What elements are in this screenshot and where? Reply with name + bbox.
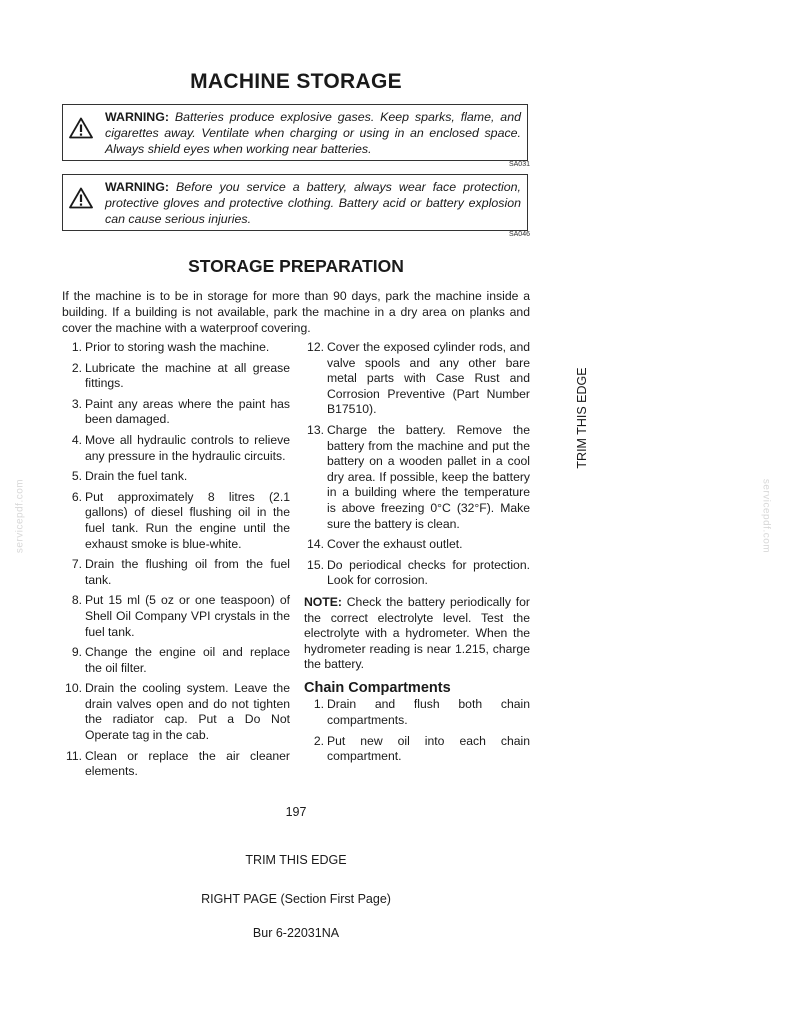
- list-item: [62, 433, 290, 464]
- item-text: Paint any areas where the paint has been damaged.: [85, 396, 290, 427]
- warning-text: [105, 109, 521, 157]
- item-text: Cover the exposed cylinder rods, and valve spools and any other bare metal parts with Case Rust and Corrosion Preventive (Part Number B17510).: [327, 340, 530, 417]
- list-item: [62, 340, 290, 356]
- note-text: Check the battery periodically for the correct electrolyte level. Test the electrolyte with a hydrometer. When the hydrometer reading is near 1.215, charge the battery.: [304, 594, 530, 672]
- item-number: 1.: [71, 340, 82, 354]
- item-text: Drain the cooling system. Leave the drain valves open and do not tighten the radiator cap. Put a Do Not Operate tag in the cab.: [85, 681, 290, 743]
- list-item: [62, 469, 290, 485]
- steps-column-right: [304, 340, 530, 770]
- item-text: Lubricate the machine at all grease fittings.: [85, 360, 290, 391]
- list-item: [62, 490, 290, 552]
- item-number: 2.: [71, 360, 82, 375]
- item-text: Prior to storing wash the machine.: [85, 340, 270, 354]
- list-item: [304, 697, 530, 728]
- warning-text: [105, 179, 521, 227]
- item-number: 1.: [313, 697, 324, 712]
- page-type-label: RIGHT PAGE (Section First Page): [201, 892, 391, 906]
- item-text: Do periodical checks for protection. Look for corrosion.: [327, 557, 530, 588]
- warning-label: WARNING:: [105, 110, 170, 124]
- item-text: Drain the fuel tank.: [85, 469, 188, 484]
- watermark-left: servicepdf.com: [14, 478, 26, 554]
- trim-edge-label-side: TRIM THIS EDGE: [575, 367, 589, 469]
- list-item: [304, 423, 530, 532]
- list-item: [62, 361, 290, 392]
- warning-box-battery-service: [62, 174, 528, 231]
- list-item: [62, 645, 290, 676]
- list-item: [62, 557, 290, 588]
- item-number: 2.: [313, 733, 324, 748]
- page-title: MACHINE STORAGE: [190, 70, 402, 93]
- item-number: 5.: [71, 469, 82, 484]
- steps-column-left: [62, 340, 290, 785]
- warning-message: Before you service a battery, always wear face protection, protective gloves and protective clothing. Battery acid or battery explosion can cause serious injuries.: [105, 180, 521, 226]
- item-text: Charge the battery. Remove the battery from the machine and put the battery on a wooden pallet in a cool dry area. If possible, keep the battery in a building where the temperature is above freezing 0°C (32°F). Make sure the battery is clean.: [327, 422, 530, 531]
- list-item: [304, 340, 530, 418]
- item-number: 3.: [71, 396, 82, 411]
- item-text: Put 15 ml (5 oz or one teaspoon) of Shell Oil Company VPI crystals in the fuel tank.: [85, 593, 290, 639]
- warning-label: WARNING:: [105, 180, 170, 194]
- list-item: [304, 537, 530, 553]
- warning-message: Batteries produce explosive gases. Keep sparks, flame, and cigarettes away. Ventilate when charging or using in an enclosed space. Always shield eyes when working near batteries.: [105, 110, 521, 156]
- item-number: 14.: [307, 537, 324, 552]
- section-title: STORAGE PREPARATION: [188, 256, 404, 276]
- warning-triangle-icon: [69, 187, 93, 209]
- safety-code: SA046: [508, 231, 530, 238]
- list-item: [304, 734, 530, 765]
- document-code: Bur 6-22031NA: [252, 926, 340, 940]
- item-text: Put approximately 8 litres (2.1 gallons) of diesel flushing oil in the fuel tank. Run the engine until the exhaust smoke is blue-white.: [85, 489, 290, 551]
- item-text: Drain the flushing oil from the fuel tank.: [85, 557, 290, 587]
- item-text: Clean or replace the air cleaner elements.: [85, 748, 290, 779]
- item-text: Cover the exhaust outlet.: [327, 537, 463, 552]
- list-item: [304, 558, 530, 589]
- note-label: NOTE:: [304, 594, 342, 609]
- item-number: 6.: [71, 489, 82, 504]
- item-number: 9.: [71, 645, 82, 660]
- item-number: 10.: [65, 681, 82, 696]
- item-text: Change the engine oil and replace the oil filter.: [85, 645, 290, 675]
- watermark-right: servicepdf.com: [760, 478, 772, 554]
- list-item: [62, 593, 290, 640]
- item-text: Drain and flush both chain compartments.: [327, 697, 530, 728]
- item-text: Move all hydraulic controls to relieve any pressure in the hydraulic circuits.: [85, 432, 290, 463]
- list-item: [62, 397, 290, 428]
- item-number: 13.: [307, 422, 324, 437]
- chain-compartments-heading: Chain Compartments: [304, 679, 451, 696]
- note-paragraph: [304, 595, 530, 673]
- item-number: 11.: [65, 748, 82, 763]
- warning-triangle-icon: [69, 117, 93, 139]
- trim-edge-label-bottom: TRIM THIS EDGE: [245, 853, 347, 867]
- list-item: [62, 749, 290, 780]
- warning-box-explosive-gases: [62, 104, 528, 161]
- item-number: 15.: [307, 557, 324, 572]
- item-text: Put new oil into each chain compartment.: [327, 733, 530, 764]
- item-number: 4.: [71, 432, 82, 447]
- intro-paragraph: If the machine is to be in storage for more than 90 days, park the machine inside a building. If a building is not available, park the machine in a dry area on planks and cover the machine with a waterproof covering.: [62, 289, 530, 335]
- item-number: 7.: [71, 557, 82, 572]
- item-number: 12.: [307, 340, 324, 354]
- page-number: 197: [285, 805, 307, 819]
- list-item: [62, 681, 290, 743]
- safety-code: SA031: [508, 161, 530, 168]
- item-number: 8.: [71, 593, 82, 608]
